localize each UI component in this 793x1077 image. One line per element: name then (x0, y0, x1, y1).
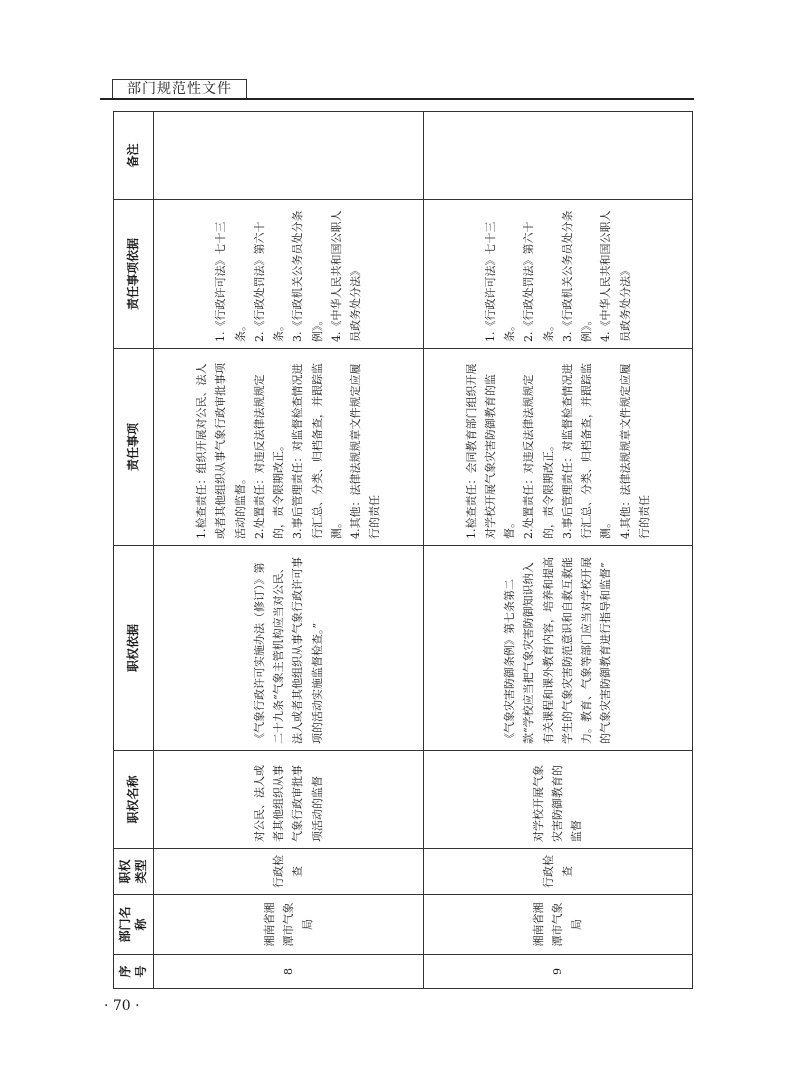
row-duties (423, 349, 692, 546)
row-duty-basis (423, 200, 692, 349)
duty-basis-item: 1.《行政许可法》七十三条。 (483, 221, 517, 342)
duty-item: 3.事后管理责任：对监督检查情况进行汇总、分类、归档备查，并跟踪监测。 (291, 363, 343, 539)
col-header-dept: 部门名称 (114, 895, 154, 955)
duty-item: 1.检查责任：会同教育部门组织开展对学校开展气象灾害防御教育的监督。 (464, 363, 517, 539)
row-type: 行政检查 (423, 849, 692, 895)
duty-basis-item: 4.《中华人民共和国公职人员政务处分法》 (329, 210, 363, 342)
row-dept: 湘南省湘潭市气象局 (154, 895, 423, 955)
col-header-type: 职权类型 (114, 849, 154, 895)
col-header-basis: 职权依据 (114, 546, 154, 751)
table-row (154, 112, 423, 989)
duty-item: 4.其他：法律法规规章文件规定应履行的责任 (349, 363, 382, 539)
row-name: 对学校开展气象灾害防御教育的监督 (423, 751, 692, 849)
duty-basis-item: 3.《行政机关公务员处分条例》。 (291, 210, 324, 342)
duty-basis-item: 2.《行政处罚法》第六十条。 (252, 221, 286, 342)
duty-basis-item: 2.《行政处罚法》第六十条。 (522, 221, 555, 342)
row-no: 9 (423, 955, 692, 989)
row-remark (154, 112, 423, 200)
duty-item: 1.检查责任：组织开展对公民、法人或者其他组织从事气象行政审批事项活动的监督。 (195, 363, 247, 539)
col-header-duty-basis: 责任事项依据 (114, 200, 154, 349)
row-duty-basis (154, 200, 423, 349)
duty-item: 2.处置责任：对违反法律法规规定的，责令限期改正。 (252, 374, 286, 539)
col-header-no: 序号 (114, 955, 154, 989)
duty-item: 4.其他：法律法规规章文件规定应履行的责任 (618, 363, 651, 539)
duty-basis-item: 4.《中华人民共和国公职人员政务处分法》 (599, 210, 632, 342)
col-header-name: 职权名称 (114, 751, 154, 849)
section-title: 部门规范性文件 (112, 79, 247, 99)
rotated-table-container (113, 112, 693, 989)
col-header-duties: 责任事项 (114, 349, 154, 546)
table-row (423, 112, 692, 989)
row-remark (423, 112, 692, 200)
row-basis: 《气象行政许可实施办法（修订）》第二十九条“气象主管机构应当对公民、法人或者其他组织从事气象行政许可事项的活动实施监督检查。” (154, 546, 423, 751)
col-header-remark: 备注 (114, 112, 154, 200)
duty-basis-item: 3.《行政机关公务员处分条例》。 (560, 210, 594, 342)
responsibility-table (113, 111, 693, 989)
duty-item: 2.处置责任：对违反法律法规规定的，责令限期改正。 (522, 374, 555, 539)
header-row (114, 112, 154, 989)
row-basis: 《气象灾害防御条例》第七条第二款“学校应当把气象灾害防御知识纳入有关课程和课外教育内容，培养和提高学生的气象灾害防范意识和自救互救能力。教育、气象等部门应当对学校开展的气象灾害防御教育进行指导和监督” (423, 546, 692, 751)
row-no: 8 (154, 955, 423, 989)
row-type: 行政检查 (154, 849, 423, 895)
page-number: · 70 · (104, 998, 140, 1014)
duty-basis-item: 1.《行政许可法》七十三条。 (214, 221, 247, 342)
row-dept: 湘南省湘潭市气象局 (423, 895, 692, 955)
row-name: 对公民、法人或者其他组织从事气象行政审批事项活动的监督 (154, 751, 423, 849)
duty-item: 3.事后管理责任：对监督检查情况进行汇总、分类、归档备查，并跟踪监测。 (560, 363, 613, 539)
header-rule (100, 98, 694, 100)
row-duties (154, 349, 423, 546)
